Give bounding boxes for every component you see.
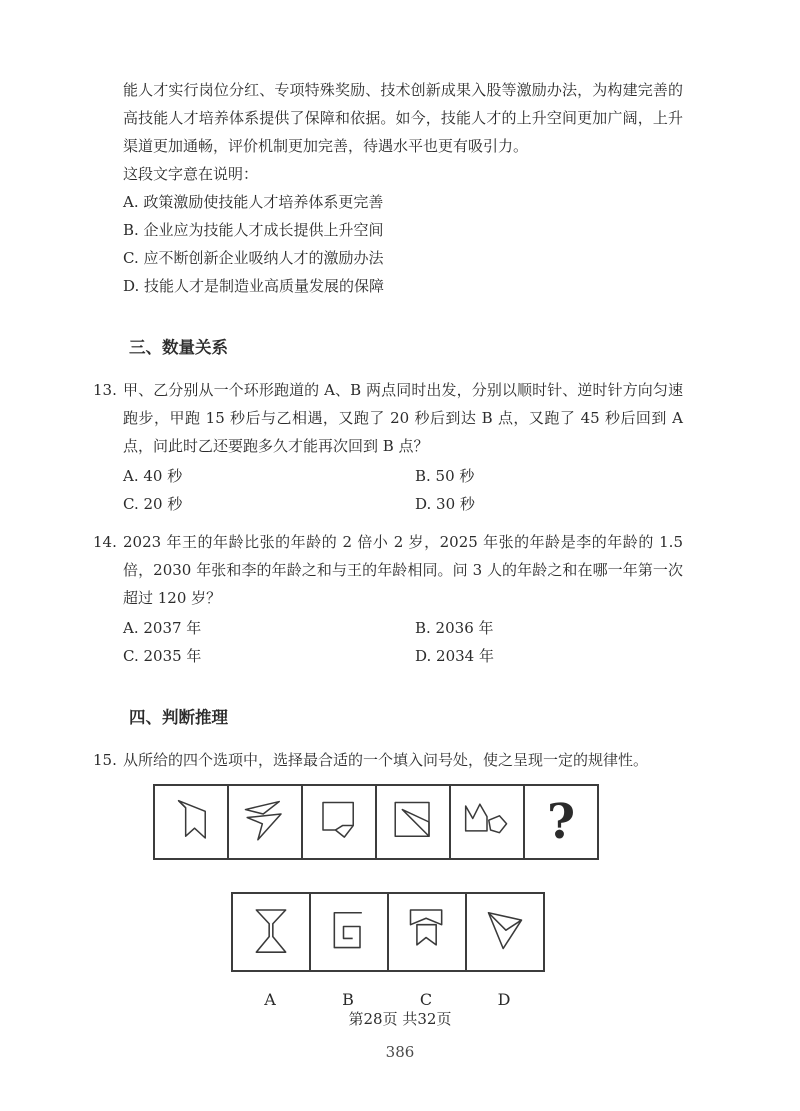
crown-pentagon-shape-icon [455,790,519,854]
q14-option-a: A. 2037 年 [123,619,202,637]
ribbon-banner-shape-icon [394,899,460,965]
flag-ribbon-shape-icon [159,790,223,854]
q14-option-b: B. 2036 年 [415,619,494,637]
question-15-figure [123,784,683,1014]
passage-option-b: B. 企业应为技能人才成长提供上升空间 [123,221,384,239]
footer-page-number: 386 [385,1043,415,1061]
question-13-text: 甲、乙分别从一个环形跑道的 A、B 两点同时出发，分别以顺时针、逆时针方向匀速跑步，甲跑 15 秒后与乙相遇，又跑了 20 秒后到达 B 点，又跑了 45 秒后回到 A 点，问此时乙还要跑多久才能再次回到 B 点？ [123,381,683,455]
hourglass-shape-icon [238,899,304,965]
question-13-body [123,376,683,518]
question-14-number: 14. [93,533,117,551]
question-14-options [123,614,683,670]
passage-option-a: A. 政策激励使技能人才培养体系更完善 [123,193,384,211]
question-15-text: 从所给的四个选项中，选择最合适的一个填入问号处，使之呈现一定的规律性。 [123,751,649,769]
spiral-square-shape-icon [316,899,382,965]
answer-label-d: D [497,990,511,1009]
question-14-body [123,528,683,670]
answer-cell-d [465,892,545,972]
figure-cell-4 [375,784,451,860]
q13-option-d: D. 30 秒 [415,495,475,513]
q13-option-b: B. 50 秒 [415,467,475,485]
answer-label-b: B [342,990,354,1009]
q14-option-d: D. 2034 年 [415,647,494,665]
question-13-options [123,462,683,518]
question-14-text: 2023 年王的年龄比张的年龄的 2 倍小 2 岁，2025 年张的年龄是李的年龄的 1.5 倍，2030 年张和李的年龄之和与王的年龄相同。问 3 人的年龄之和在哪一年第一次超过 120 岁？ [123,533,683,607]
passage-text: 能人才实行岗位分红、专项特殊奖励、技术创新成果入股等激励办法，为构建完善的高技能人才培养体系提供了保障和依据。如今，技能人才的上升空间更加广阔，上升渠道更加通畅，评价机制更加完善，待遇水平也更有吸引力。 [123,81,683,155]
figure-answer-row [231,892,683,972]
answer-cell-c [387,892,467,972]
passage-prompt: 这段文字意在说明： [123,165,259,183]
question-15-body [123,746,683,1014]
answer-label-c: C [419,990,433,1009]
answer-label-a: A [264,990,276,1009]
q13-option-a: A. 40 秒 [123,467,183,485]
figure-cell-question [523,784,599,860]
passage-option-c: C. 应不断创新企业吸纳人才的激励办法 [123,249,384,267]
question-15-number: 15. [93,751,117,769]
question-14 [93,528,683,670]
figure-sequence-row [153,784,683,860]
question-mark: ? [546,794,576,850]
figure-cell-2 [227,784,303,860]
square-triangle-shape-icon [381,790,445,854]
notched-square-shape-icon [307,790,371,854]
answer-cell-b [309,892,389,972]
q13-option-c: C. 20 秒 [123,495,183,513]
section-title-quantity: 三、数量关系 [129,338,228,357]
question-13-number: 13. [93,381,117,399]
figure-cell-3 [301,784,377,860]
q14-option-c: C. 2035 年 [123,647,202,665]
question-13 [93,376,683,518]
page-content [93,76,683,1024]
passage-options [123,188,683,300]
footer-page-info: 第28页 共32页 [348,1010,452,1028]
question-15 [93,746,683,1014]
passage-option-d: D. 技能人才是制造业高质量发展的保障 [123,277,385,295]
answer-cell-a [231,892,311,972]
figure-cell-5 [449,784,525,860]
folded-triangle-shape-icon [472,899,538,965]
figure-cell-1 [153,784,229,860]
zigzag-arrow-shape-icon [233,790,297,854]
section-title-judgement: 四、判断推理 [129,708,228,727]
